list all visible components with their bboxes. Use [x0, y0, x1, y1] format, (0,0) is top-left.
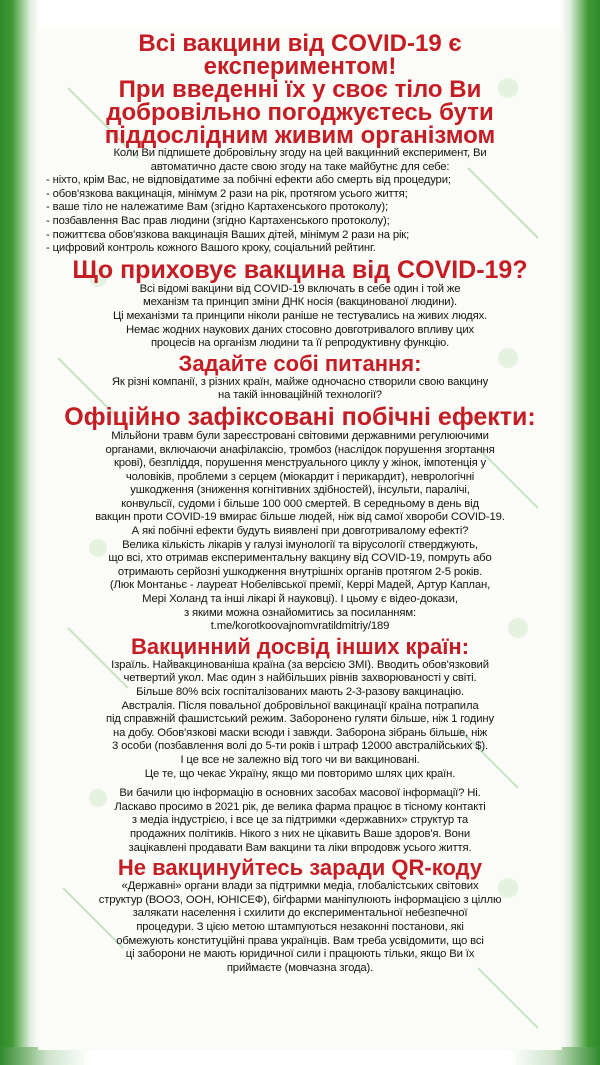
list-item: - позбавлення Вас прав людини (згідно Картахенського протоколу); — [46, 214, 390, 227]
text-line: зацікавлені продавати Вам вакцини та ліки впродовж усього життя. — [128, 841, 472, 854]
section-body — [44, 376, 556, 403]
text-line: процесів на організм людини та її репродуктивну функцію. — [150, 337, 450, 350]
list-item: - обов'язкова вакцинація, мінімум 2 рази на рік, протягом усього життя; — [46, 187, 408, 200]
section-heading: Офіційно зафіксовані побічні ефекти: — [64, 402, 536, 431]
text-line: четвертий укол. Має один з найбільших рівнів захворюваності у світі. — [123, 672, 477, 685]
list-item: - ніхто, крім Вас, не відповідатиме за побічні ефекти або смерть від процедури; — [46, 174, 451, 187]
intro-text — [44, 147, 556, 174]
text-line: Велика кількість лікарів у галузі імунології та вірусології стверджують, — [122, 538, 478, 551]
section-heading: Не вакцинуйтесь заради QR-коду — [117, 855, 483, 881]
text-line: 3 особи (позбавлення волі до 5-ти років і штраф 12000 австралійських $). — [112, 740, 488, 753]
section-heading: Що приховує вакцина від COVID-19? — [72, 255, 528, 284]
link-text: t.me/korotkoovajnomvratildmitriy/189 — [210, 620, 390, 633]
text-line: (Люк Монтаньє - лауреат Нобелівської премії, Керрі Мадей, Артур Каплан, — [109, 579, 491, 592]
text-line: обмежують конституційні права українців. Вам треба усвідомити, що всі — [116, 934, 484, 947]
text-line: на добу. Обов'язкові маски всюди і завжди. Заборона зібрань більше, ніж — [113, 726, 487, 739]
text-line: Це те, що чекає Україну, якщо ми повторимо шлях цих країн. — [144, 767, 456, 780]
text-line: що всі, хто отримав експериментальну вакцину від COVID-19, помруть або — [108, 552, 492, 565]
text-line: органами, включаючи анафілаксію, тромбоз (наслідок порушення згортання — [105, 443, 495, 456]
title-line: піддослідним живим організмом — [104, 122, 496, 149]
list-item: - ваше тіло не належатиме Вам (згідно Картахенського протоколу); — [46, 201, 388, 214]
intro-line: автоматично дасте свою згоду на таке майбутнє для себе: — [150, 160, 450, 173]
text-line: Ці механізми та принципи ніколи раніше не тестувались на живих людях. — [112, 309, 488, 322]
text-line: Немає жодних наукових даних стосовно довготривалого впливу цих — [125, 323, 474, 336]
title-line: При введенні їх у своє тіло Ви — [118, 76, 482, 103]
text-line: ці заборони не мають юридичної сили і працюють тільки, якщо Ви їх — [125, 948, 475, 961]
list-item: - цифровий контроль кожного Вашого кроку, соціальний рейтинг. — [46, 242, 376, 255]
text-line: з якими можна ознайомитись за посиланням: — [184, 606, 416, 619]
list-item: - пожиттєва обов'язкова вакцинація Ваших дітей, мінімум 2 рази на рік; — [46, 228, 410, 241]
intro-line: Коли Ви підпишете добровільну згоду на цей вакцинний експеримент, Ви — [113, 147, 487, 159]
section-body — [44, 430, 556, 634]
title-line: Всі вакцини від COVID-19 є експериментом! — [138, 30, 462, 80]
section-body — [44, 880, 556, 975]
text-line: Мільйони травм були зареєстровані світовими державними регулюючими — [111, 429, 489, 442]
text-line: Австралія. Після повальної добровільної вакцинації країна потрапила — [121, 699, 479, 712]
text-line: Як різні компанії, з різних країн, майже одночасно створили свою вакцину — [111, 375, 489, 388]
title-line: добровільно погоджуєтесь бути — [106, 99, 494, 126]
section-body — [44, 283, 556, 351]
text-line: А які побічні ефекти будуть виявлені при довготривалому ефекті? — [131, 525, 469, 538]
main-title — [44, 32, 556, 147]
poster-content — [38, 28, 562, 975]
consequences-list — [44, 174, 556, 256]
text-line: конвульсії, судоми і більше 100 000 смертей. В середньому в день від — [121, 497, 479, 510]
poster — [38, 28, 562, 1050]
text-line: з медіа індустрією, і все це за підтримки «державних» структур та — [131, 814, 469, 827]
section-body — [44, 659, 556, 855]
text-line: на такій інноваційній технології? — [218, 389, 382, 402]
text-line: Більше 80% всіх госпіталізованих мають 2-3-разову вакцинацію. — [136, 686, 464, 698]
text-line: приймаєте (мовчазна згода). — [226, 961, 374, 974]
text-line: Ізраїль. Найвакцинованіша країна (за версією ЗМІ). Вводить обов'язковий — [111, 658, 489, 671]
section-heading: Задайте собі питання: — [178, 350, 422, 376]
text-line: «Державні» органи влади за підтримки медіа, глобалістських світових — [121, 880, 479, 893]
text-line: І це все не залежно від того чи ви вакциновані. — [180, 753, 420, 766]
text-line: чоловіків, проблеми з серцем (міокардит і перикардит), неврологічні — [125, 470, 475, 483]
text-line: продажних політиків. Нікого з них не цікавить Ваше здоров'я. Вони — [129, 827, 471, 840]
text-line: крові), безпліддя, порушення менструального циклу у жінок, імпотенція у — [113, 457, 487, 470]
section-heading: Вакцинний досвід інших країн: — [130, 633, 470, 659]
text-line: Ласкаво просимо в 2021 рік, де велика фарма працює в тісному контакті — [114, 800, 486, 813]
text-line: ушкодження (зниження когнітивних здібностей), інсульти, паралічі, — [130, 484, 470, 497]
text-line: під справжній фашистський режим. Заборонено гуляти більше, ніж 1 годину — [105, 713, 494, 726]
text-line: Мері Холанд та інші лікарі й науковці). І цьому є відео-докази, — [142, 593, 458, 606]
text-line: вакцин проти COVID-19 вмирає більше людей, ніж від самої хвороби COVID-19. — [95, 511, 505, 524]
text-line: механізм та принцип зміни ДНК носія (вакцинованої людини). — [142, 296, 458, 309]
text-line: Всі відомі вакцини від COVID-19 включать в себе один і той же — [139, 282, 461, 295]
text-line: процедури. З цією метою штампуються незаконні постанови, які — [136, 920, 464, 933]
text-line: структур (ВООЗ, ООН, ЮНІСЕФ), біґфарми маніпулюють інформацією з ціллю — [98, 893, 502, 906]
text-line: отримають серйозні ушкодження внутрішніх органів протягом 2-5 років. — [117, 565, 483, 578]
text-line: залякати населення і схилити до експериментальної небезпечної — [132, 907, 468, 920]
text-line: Ви бачили цю інформацію в основних засобах масової інформації? Ні. — [119, 787, 481, 800]
